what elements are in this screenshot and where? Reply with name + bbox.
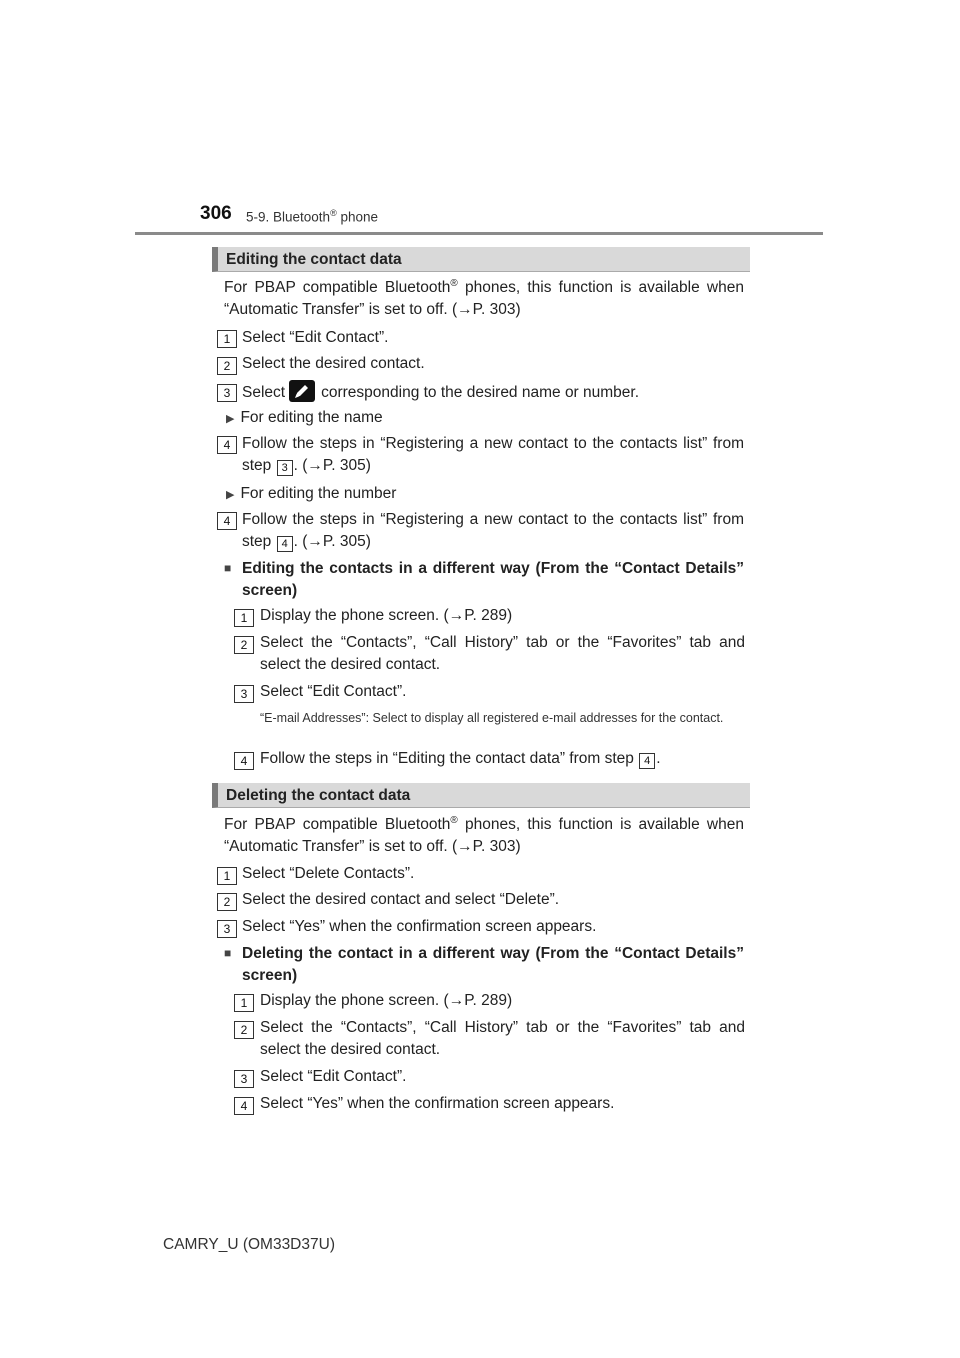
section-title: 5-9. Bluetooth® phone [246, 208, 378, 225]
step-number-4: 4 [217, 436, 237, 454]
step-ref-4: 4 [277, 536, 293, 552]
delete-step-2: Select the desired contact and select “Delete”. [242, 891, 560, 908]
step-number-2: 2 [217, 893, 237, 911]
editing-heading: Editing the contact data [212, 247, 750, 272]
edit-name-step-4: Follow the steps in “Registering a new contact to the contacts list” from step 3 . (→P. 305) [242, 435, 744, 474]
delete-alt-step-2: Select the “Contacts”, “Call History” tab or the “Favorites” tab and select the desired contact. [260, 1019, 745, 1058]
step-number-1: 1 [234, 994, 254, 1012]
step-number-4: 4 [217, 512, 237, 530]
deleting-heading: Deleting the contact data [212, 783, 750, 808]
edit-number-step-4: Follow the steps in “Registering a new contact to the contacts list” from step 4 . (→P. 305) [242, 511, 744, 550]
editing-alt-subheading: Editing the contacts in a different way (From the “Contact Details” screen) [242, 560, 744, 599]
pencil-icon [289, 380, 315, 402]
deleting-alt-subheading: Deleting the contact in a different way (From the “Contact Details” screen) [242, 945, 744, 984]
deleting-intro: For PBAP compatible Bluetooth® phones, this function is available when “Automatic Transfer” is set to off. (→P. 303) [224, 814, 744, 855]
triangle-bullet-icon: ▶ [226, 489, 235, 501]
delete-alt-step-3: Select “Edit Contact”. [260, 1068, 407, 1085]
step-ref-4: 4 [639, 753, 655, 769]
step-number-4: 4 [234, 752, 254, 770]
edit-step-2: Select the desired contact. [242, 355, 425, 372]
email-note: “E-mail Addresses”: Select to display all registered e-mail addresses for the contact. [260, 711, 724, 725]
delete-step-3: Select “Yes” when the confirmation screen appears. [242, 918, 597, 935]
delete-step-1: Select “Delete Contacts”. [242, 865, 415, 882]
step-number-3: 3 [217, 384, 237, 402]
edit-step-1: Select “Edit Contact”. [242, 329, 389, 346]
step-number-1: 1 [217, 330, 237, 348]
edit-alt-step-4: Follow the steps in “Editing the contact data” from step 4 . [260, 750, 661, 767]
step-number-2: 2 [234, 636, 254, 654]
delete-alt-step-4: Select “Yes” when the confirmation screen appears. [260, 1095, 615, 1112]
edit-alt-step-2: Select the “Contacts”, “Call History” tab or the “Favorites” tab and select the desired contact. [260, 634, 745, 673]
delete-alt-step-1: Display the phone screen. (→P. 289) [260, 992, 513, 1009]
edit-step-3: Select corresponding to the desired name or number. [242, 380, 742, 404]
square-bullet-icon: ■ [224, 946, 232, 960]
step-ref-3: 3 [277, 460, 293, 476]
step-number-4: 4 [234, 1097, 254, 1115]
edit-alt-step-1: Display the phone screen. (→P. 289) [260, 607, 513, 624]
page-number: 306 [200, 203, 232, 224]
square-bullet-icon: ■ [224, 561, 232, 575]
step-number-2: 2 [234, 1021, 254, 1039]
editing-number-subheading: ▶ For editing the number [226, 485, 397, 502]
footer-model: CAMRY_U (OM33D37U) [163, 1236, 335, 1253]
step-number-1: 1 [217, 867, 237, 885]
edit-alt-step-3: Select “Edit Contact”. [260, 683, 407, 700]
editing-intro: For PBAP compatible Bluetooth® phones, this function is available when “Automatic Transfer” is set to off. (→P. 303) [224, 277, 744, 318]
step-number-3: 3 [234, 1070, 254, 1088]
step-number-3: 3 [217, 920, 237, 938]
header-rule [135, 232, 823, 235]
step-number-3: 3 [234, 685, 254, 703]
step-number-1: 1 [234, 609, 254, 627]
triangle-bullet-icon: ▶ [226, 413, 235, 425]
editing-name-subheading: ▶ For editing the name [226, 409, 383, 426]
step-number-2: 2 [217, 357, 237, 375]
